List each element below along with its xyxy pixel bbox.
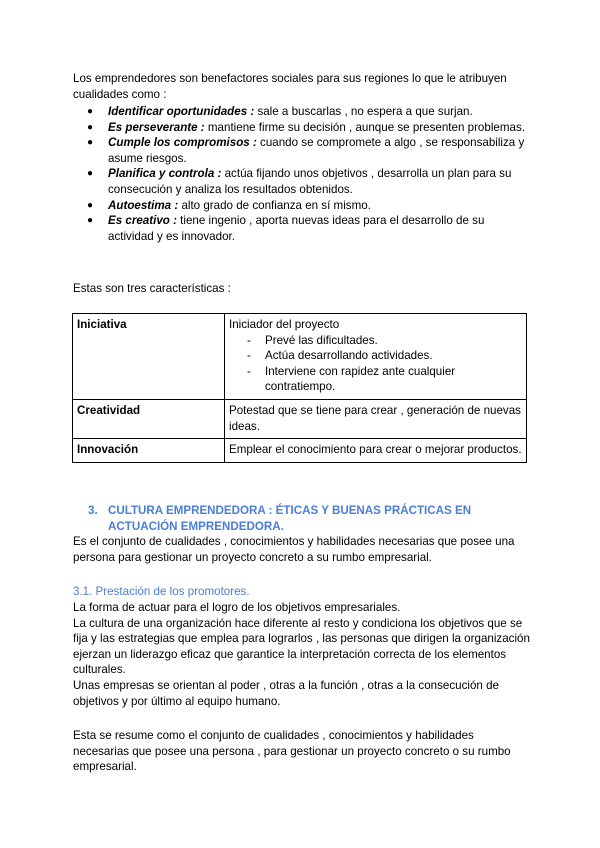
table-row bbox=[73, 399, 527, 438]
list-item bbox=[229, 333, 522, 349]
qualities-list bbox=[73, 104, 533, 244]
quality-text: tiene ingenio , aporta nuevas ideas para el desarrollo de su actividad y es innovador. bbox=[108, 214, 485, 243]
table-cell-desc bbox=[225, 314, 527, 400]
dash-icon: - bbox=[247, 349, 251, 363]
sub-list bbox=[229, 333, 522, 395]
quality-text: alto grado de confianza en sí mismo. bbox=[178, 198, 371, 212]
list-item bbox=[73, 120, 533, 136]
quality-term: Cumple los compromisos : bbox=[108, 136, 257, 150]
list-item bbox=[229, 364, 522, 395]
table-cell-name: Creatividad bbox=[73, 399, 225, 438]
section-3-paragraph: Es el conjunto de cualidades , conocimientos y habilidades necesarias que posee una persona para gestionar un proyecto concreto a su rumbo empresarial. bbox=[73, 535, 515, 564]
list-item-text: Actúa desarrollando actividades. bbox=[265, 349, 433, 363]
section-number: 3. bbox=[88, 504, 98, 517]
section-title: CULTURA EMPRENDEDORA : ÉTICAS Y BUENAS PRÁCTICAS EN ACTUACIÓN EMPRENDEDORA. bbox=[108, 504, 472, 533]
list-item bbox=[73, 166, 533, 197]
quality-text: actúa fijando unos objetivos , desarrolla un plan para su consecución y analiza los resultados obtenidos. bbox=[108, 167, 512, 196]
body-line: La cultura de una organización hace diferente al resto y condiciona los objetivos que se fija y las estrategias que emplea para lograrlos , las personas que dirigen la organización ejerzan un liderazgo eficaz que garantice la interpretación correcta de los elementos culturales. bbox=[73, 616, 530, 677]
table-cell-desc: Potestad que se tiene para crear , generación de nuevas ideas. bbox=[225, 399, 527, 438]
quality-text: sale a buscarlas , no espera a que surjan. bbox=[254, 105, 473, 118]
quality-term: Autoestima : bbox=[108, 198, 179, 212]
list-item bbox=[73, 135, 533, 166]
body-line: Unas empresas se orientan al poder , otras a la función , otras a la consecución de objetivos y por último al equipo humano. bbox=[73, 678, 499, 708]
bullet-icon: ● bbox=[87, 168, 94, 180]
bullet-icon: ● bbox=[87, 121, 94, 133]
bullet-icon: ● bbox=[87, 215, 94, 227]
bullet-icon: ● bbox=[87, 137, 94, 149]
list-item bbox=[73, 213, 533, 244]
table-row bbox=[73, 314, 527, 400]
subsection-3-1-body bbox=[73, 600, 533, 709]
quality-term: Planifica y controla : bbox=[108, 167, 222, 181]
table-intro: Estas son tres características : bbox=[73, 282, 231, 295]
quality-text: cuando se compromete a algo , se responsabiliza y asume riesgos. bbox=[108, 136, 525, 165]
bullet-icon: ● bbox=[87, 106, 94, 117]
table-cell-desc: Emplear el conocimiento para crear o mejorar productos. bbox=[225, 439, 527, 463]
body-line: La forma de actuar para el logro de los objetivos empresariales. bbox=[73, 601, 401, 614]
list-item bbox=[73, 104, 533, 120]
cell-text: Iniciador del proyecto bbox=[229, 318, 340, 331]
list-item-text: Interviene con rapidez ante cualquier contratiempo. bbox=[265, 364, 456, 394]
section-3-heading bbox=[88, 503, 528, 534]
summary-paragraph: Esta se resume como el conjunto de cualidades , conocimientos y habilidades necesarias que posee una persona , para gestionar un proyecto concreto o su rumbo empresarial. bbox=[73, 729, 511, 774]
table-cell-name: Iniciativa bbox=[73, 314, 225, 400]
quality-term: Es perseverante : bbox=[108, 120, 205, 134]
dash-icon: - bbox=[247, 364, 251, 378]
subsection-3-1-heading: 3.1. Prestación de los promotores. bbox=[73, 585, 250, 598]
quality-text: mantiene firme su decisión , aunque se presenten problemas. bbox=[204, 120, 525, 134]
dash-icon: - bbox=[247, 333, 251, 347]
intro-paragraph: Los emprendedores son benefactores sociales para sus regiones lo que le atribuyen cualidades como : bbox=[73, 72, 507, 101]
quality-term: Identificar oportunidades : bbox=[108, 105, 255, 118]
list-item bbox=[229, 348, 522, 364]
table-cell-name: Innovación bbox=[73, 439, 225, 463]
bullet-icon: ● bbox=[87, 199, 94, 211]
quality-term: Es creativo : bbox=[108, 214, 177, 228]
list-item bbox=[73, 198, 533, 214]
table-row bbox=[73, 439, 527, 463]
characteristics-table bbox=[72, 313, 527, 463]
list-item-text: Prevé las dificultades. bbox=[265, 333, 378, 347]
